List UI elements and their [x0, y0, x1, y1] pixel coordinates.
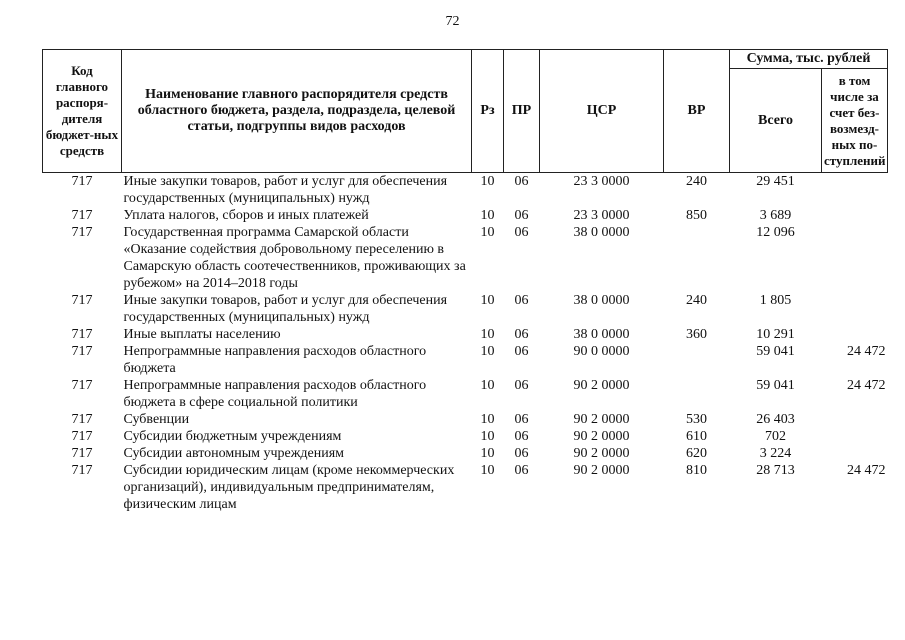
cell-csr: 38 0 0000	[573, 327, 630, 342]
cell-vr: 530	[686, 412, 707, 427]
cell-pr: 06	[514, 344, 529, 359]
table-row	[43, 173, 888, 208]
cell-pr: 06	[514, 293, 529, 308]
cell-csr: 90 2 0000	[573, 429, 630, 444]
table-row	[43, 445, 888, 462]
cell-vr	[664, 224, 730, 292]
cell-rz: 10	[480, 463, 495, 478]
cell-total: 59 041	[756, 378, 795, 393]
cell-csr: 38 0 0000	[573, 225, 630, 240]
cell-name: Субсидии автономным учреждениям	[123, 446, 345, 461]
cell-name: Иные закупки товаров, работ и услуг для обеспечения государственных (муниципальных) нужд	[123, 293, 448, 325]
cell-total: 1 805	[759, 293, 792, 308]
cell-grant	[822, 445, 888, 462]
cell-code: 717	[71, 293, 93, 308]
cell-pr: 06	[514, 463, 529, 478]
cell-total: 59 041	[756, 344, 795, 359]
cell-pr: 06	[514, 327, 529, 342]
cell-name: Субвенции	[123, 412, 190, 427]
cell-code: 717	[71, 327, 93, 342]
table-row	[43, 343, 888, 377]
cell-name: Иные закупки товаров, работ и услуг для обеспечения государственных (муниципальных) нужд	[123, 174, 448, 206]
cell-rz: 10	[480, 344, 495, 359]
cell-grant	[822, 411, 888, 428]
cell-rz: 10	[480, 429, 495, 444]
cell-grant	[822, 224, 888, 292]
cell-csr: 90 2 0000	[573, 463, 630, 478]
cell-name: Непрограммные направления расходов областного бюджета в сфере социальной политики	[123, 378, 427, 410]
header-total: Всего	[730, 69, 822, 173]
cell-rz: 10	[480, 293, 495, 308]
cell-pr: 06	[514, 208, 529, 223]
cell-rz: 10	[480, 378, 495, 393]
cell-vr: 610	[686, 429, 707, 444]
cell-rz: 10	[480, 446, 495, 461]
cell-grant	[822, 428, 888, 445]
cell-pr: 06	[514, 412, 529, 427]
cell-grant: 24 472	[847, 463, 886, 478]
table-row	[43, 377, 888, 411]
cell-grant	[822, 173, 888, 208]
cell-code: 717	[71, 344, 93, 359]
cell-rz: 10	[480, 327, 495, 342]
cell-total: 3 224	[759, 446, 792, 461]
table-row	[43, 207, 888, 224]
cell-csr: 90 0 0000	[573, 344, 630, 359]
cell-csr: 23 3 0000	[573, 174, 630, 189]
cell-grant: 24 472	[847, 378, 886, 393]
table-row	[43, 224, 888, 292]
cell-pr: 06	[514, 446, 529, 461]
cell-vr: 850	[686, 208, 707, 223]
cell-total: 10 291	[756, 327, 795, 342]
cell-vr: 360	[686, 327, 707, 342]
cell-pr: 06	[514, 225, 529, 240]
cell-code: 717	[71, 378, 93, 393]
cell-csr: 90 2 0000	[573, 412, 630, 427]
cell-name: Субсидии бюджетным учреждениям	[123, 429, 342, 444]
header-code: Код главного распоря-дителя бюджет-ных средств	[43, 50, 122, 173]
cell-pr: 06	[514, 378, 529, 393]
cell-code: 717	[71, 463, 93, 478]
cell-name: Уплата налогов, сборов и иных платежей	[123, 208, 369, 223]
cell-name: Непрограммные направления расходов областного бюджета	[123, 344, 427, 376]
table-header	[43, 50, 888, 173]
table-row	[43, 428, 888, 445]
header-csr: ЦСР	[540, 50, 664, 173]
header-pr: ПР	[504, 50, 540, 173]
cell-total: 28 713	[756, 463, 795, 478]
cell-csr: 23 3 0000	[573, 208, 630, 223]
cell-total: 29 451	[756, 174, 795, 189]
cell-code: 717	[71, 225, 93, 240]
table-row	[43, 411, 888, 428]
cell-code: 717	[71, 429, 93, 444]
header-grant: в том числе за счет без-возмезд-ных по-ступлений	[822, 69, 888, 173]
cell-name: Иные выплаты населению	[123, 327, 281, 342]
cell-grant	[822, 292, 888, 326]
cell-code: 717	[71, 174, 93, 189]
cell-total: 12 096	[756, 225, 795, 240]
header-rz: Рз	[472, 50, 504, 173]
cell-rz: 10	[480, 225, 495, 240]
cell-total: 702	[765, 429, 786, 444]
cell-rz: 10	[480, 412, 495, 427]
cell-grant: 24 472	[847, 344, 886, 359]
cell-code: 717	[71, 412, 93, 427]
cell-csr: 90 2 0000	[573, 446, 630, 461]
table-row	[43, 292, 888, 326]
cell-pr: 06	[514, 174, 529, 189]
table-row	[43, 326, 888, 343]
cell-total: 3 689	[759, 208, 792, 223]
cell-name: Государственная программа Самарской области «Оказание содействия добровольному переселению в Самарскую область соотечественников, проживающих за рубежом» на 2014–2018 годы	[123, 225, 466, 291]
header-vr: ВР	[664, 50, 730, 173]
budget-table	[42, 49, 888, 513]
cell-total: 26 403	[756, 412, 795, 427]
header-sum: Сумма, тыс. рублей	[730, 50, 888, 69]
cell-rz: 10	[480, 174, 495, 189]
cell-vr: 240	[686, 293, 707, 308]
cell-pr: 06	[514, 429, 529, 444]
cell-code: 717	[71, 446, 93, 461]
cell-grant	[822, 207, 888, 224]
header-name: Наименование главного распорядителя средств областного бюджета, раздела, подраздела, целевой статьи, подгруппы видов расходов	[122, 50, 472, 173]
cell-vr	[664, 377, 730, 411]
cell-name: Субсидии юридическим лицам (кроме некоммерческих организаций), индивидуальным предпринимателям, физическим лицам	[123, 463, 455, 512]
cell-csr: 38 0 0000	[573, 293, 630, 308]
cell-csr: 90 2 0000	[573, 378, 630, 393]
table-row	[43, 462, 888, 513]
cell-vr: 810	[686, 463, 707, 478]
cell-vr: 620	[686, 446, 707, 461]
cell-code: 717	[71, 208, 93, 223]
cell-vr: 240	[686, 174, 707, 189]
cell-grant	[822, 326, 888, 343]
page-number: 72	[445, 14, 460, 29]
cell-vr	[664, 343, 730, 377]
table-body	[43, 173, 888, 514]
cell-rz: 10	[480, 208, 495, 223]
